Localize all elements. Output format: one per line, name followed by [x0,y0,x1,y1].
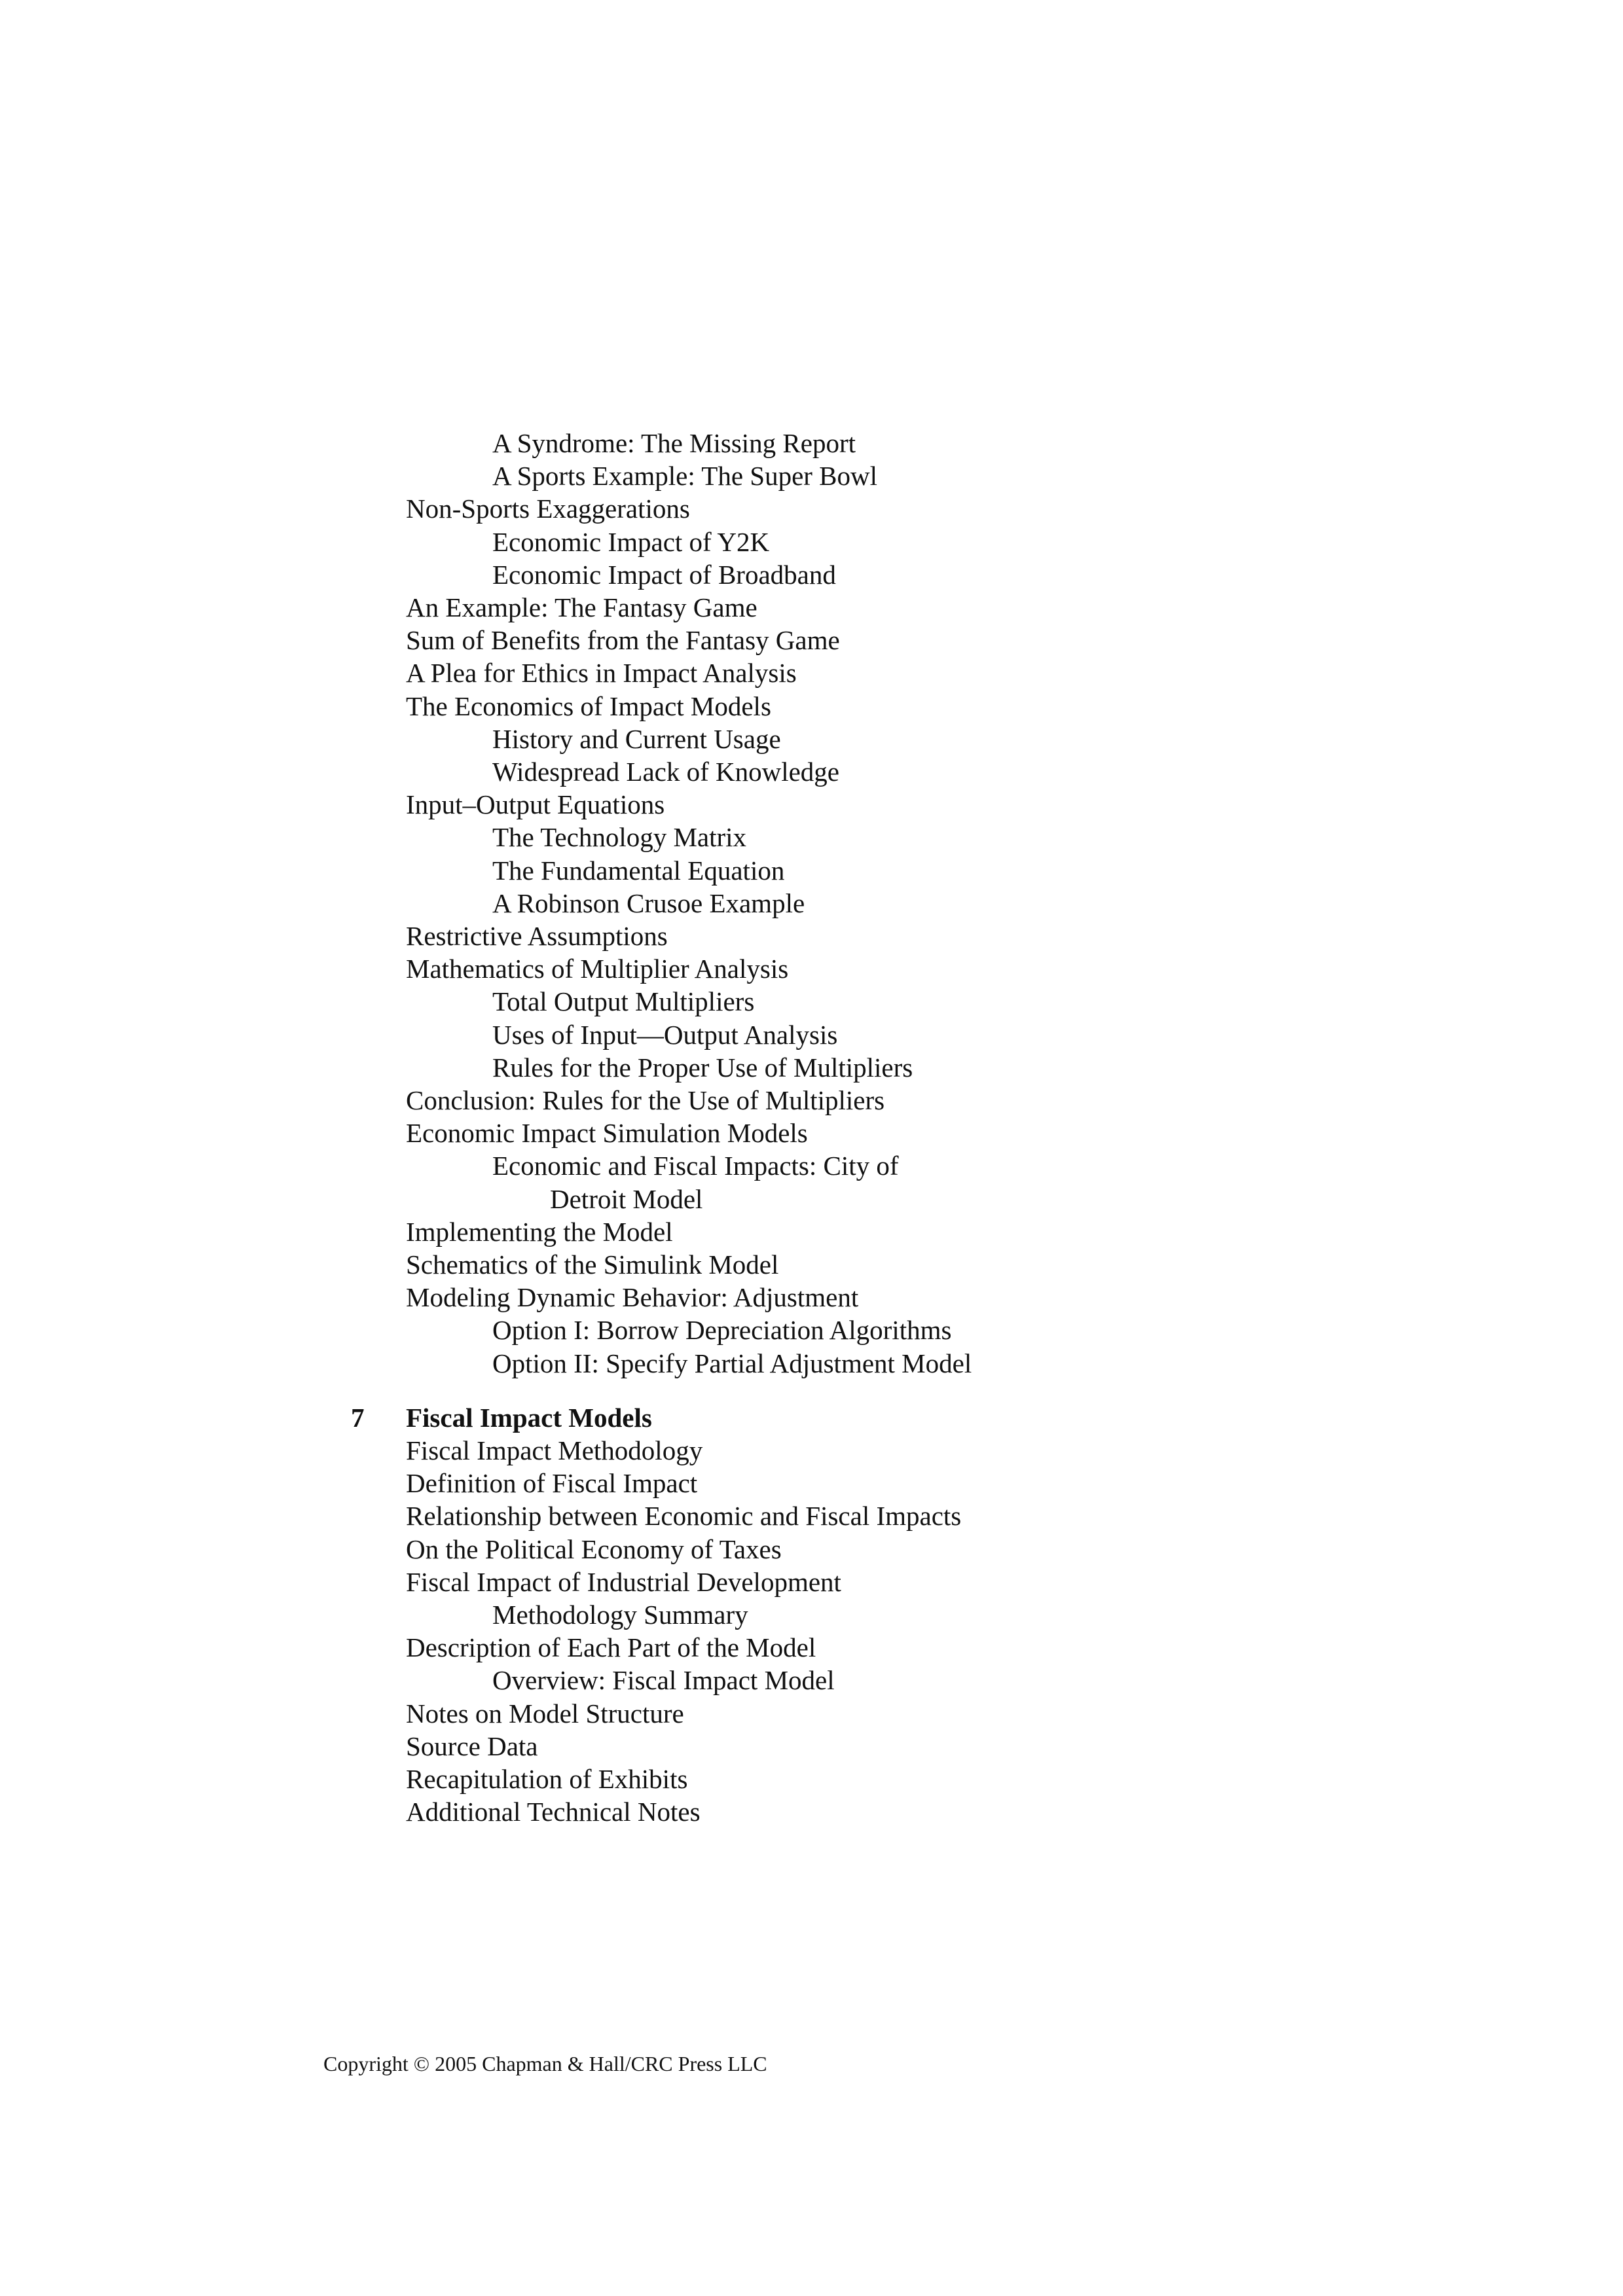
toc-entry: Input–Output Equations [406,789,665,820]
toc-entry: Conclusion: Rules for the Use of Multipliers [406,1085,885,1115]
chapter-title: Fiscal Impact Models [406,1402,652,1433]
toc-entry: The Economics of Impact Models [406,691,771,721]
toc-entry: A Syndrome: The Missing Report [492,428,856,458]
toc-entry: Additional Technical Notes [406,1797,701,1827]
toc-entry: Sum of Benefits from the Fantasy Game [406,625,840,656]
toc-entry: Rules for the Proper Use of Multipliers [492,1052,913,1083]
toc-entry: A Robinson Crusoe Example [492,888,805,918]
toc-entry: Fiscal Impact of Industrial Development [406,1566,841,1597]
toc-entry: Source Data [406,1731,538,1761]
table-of-contents [351,0,1595,2296]
toc-entry: A Sports Example: The Super Bowl [492,461,878,492]
toc-entry: Implementing the Model [406,1216,673,1247]
toc-entry: Schematics of the Simulink Model [406,1249,779,1280]
toc-entry: Definition of Fiscal Impact [406,1468,698,1499]
toc-entry: A Plea for Ethics in Impact Analysis [406,658,797,689]
toc-entry: Widespread Lack of Knowledge [492,757,839,787]
toc-entry: Economic Impact of Y2K [492,526,770,557]
toc-entry: History and Current Usage [492,723,781,754]
toc-entry: The Fundamental Equation [492,855,785,886]
toc-entry: Total Output Multipliers [492,986,755,1017]
toc-entry: Recapitulation of Exhibits [406,1764,688,1794]
toc-entry: Detroit Model [550,1183,703,1214]
toc-entry: Non-Sports Exaggerations [406,493,690,524]
toc-entry: Fiscal Impact Methodology [406,1435,703,1465]
toc-entry: Mathematics of Multiplier Analysis [406,954,789,984]
toc-entry: Relationship between Economic and Fiscal Impacts [406,1501,962,1532]
copyright-footer: Copyright © 2005 Chapman & Hall/CRC Press LLC [323,2052,767,2075]
chapter-number: 7 [351,1402,365,1433]
toc-entry: Methodology Summary [492,1600,748,1630]
toc-entry: Economic Impact Simulation Models [406,1118,808,1149]
toc-entry: Restrictive Assumptions [406,921,668,951]
toc-entry: Overview: Fiscal Impact Model [492,1665,835,1696]
toc-entry: On the Political Economy of Taxes [406,1534,782,1564]
toc-entry: Economic Impact of Broadband [492,559,836,590]
toc-entry: Economic and Fiscal Impacts: City of [492,1151,899,1181]
toc-entry: Modeling Dynamic Behavior: Adjustment [406,1282,859,1313]
toc-entry: Option II: Specify Partial Adjustment Model [492,1348,972,1378]
toc-entry: Uses of Input—Output Analysis [492,1019,838,1050]
toc-entry: Notes on Model Structure [406,1698,684,1729]
chapter-heading [351,1401,652,1434]
toc-entry: Option I: Borrow Depreciation Algorithms [492,1315,952,1346]
toc-entry: The Technology Matrix [492,822,747,853]
toc-entry: An Example: The Fantasy Game [406,592,757,622]
toc-entry: Description of Each Part of the Model [406,1632,816,1663]
